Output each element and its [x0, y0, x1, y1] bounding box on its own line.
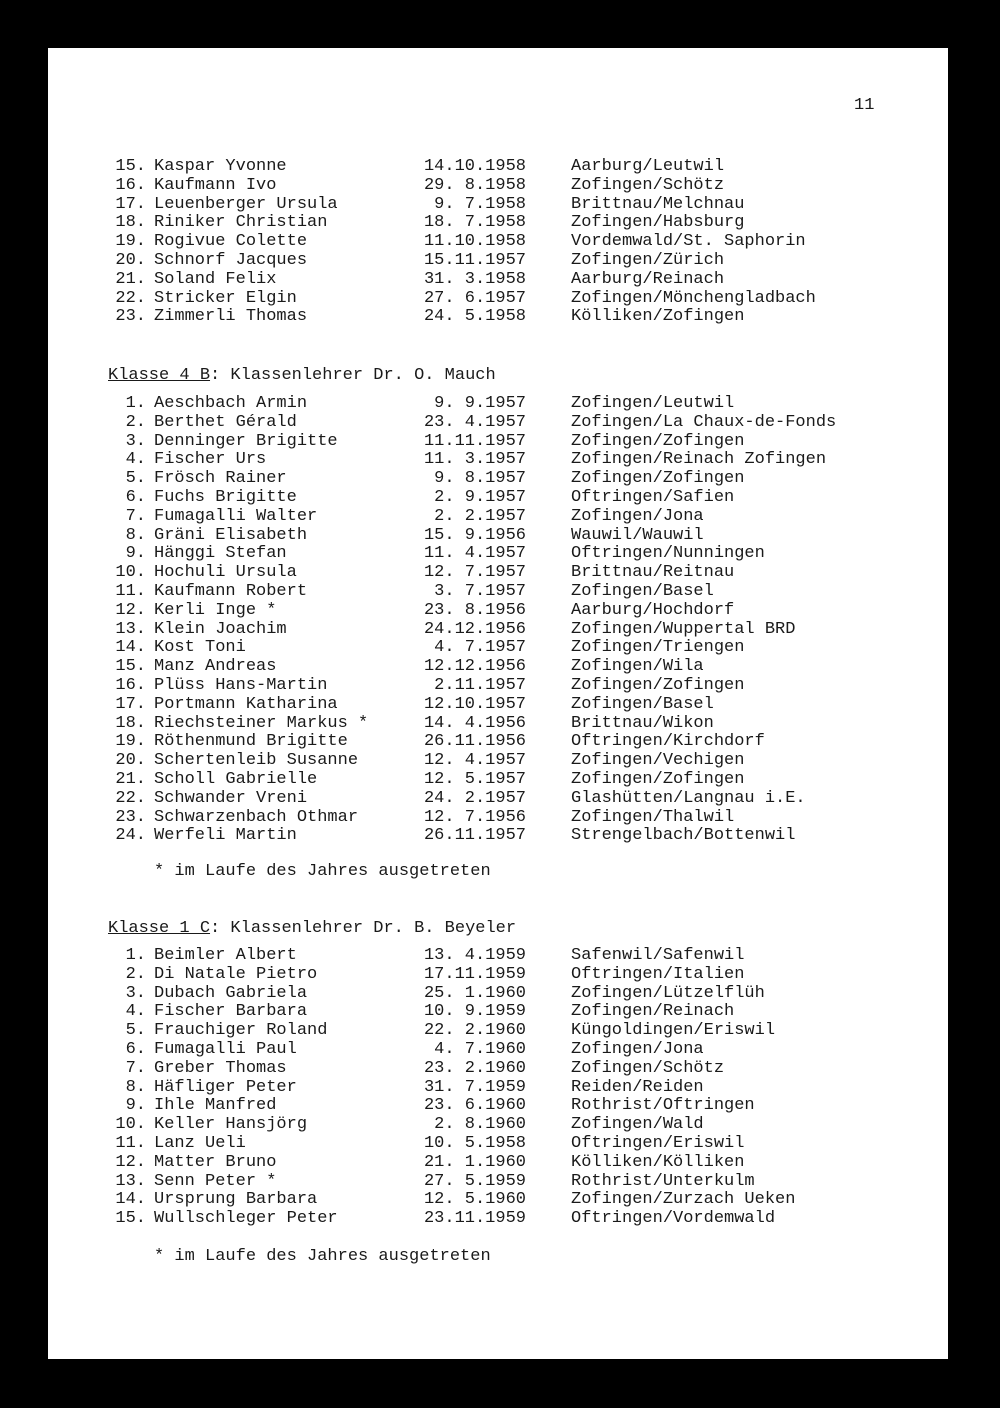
student-number: 18.: [115, 213, 146, 233]
residence-origin: Küngoldingen/Eriswil: [571, 1021, 776, 1041]
residence-origin: Rothrist/Unterkulm: [571, 1171, 755, 1191]
student-number: 12.: [115, 600, 146, 620]
student-number: 6.: [125, 1039, 146, 1059]
student-number: 12.: [115, 1152, 146, 1172]
student-number: 13.: [115, 619, 146, 639]
student-row: [0, 677, 1000, 696]
student-number: 2.: [125, 964, 146, 984]
student-name: Soland Felix: [154, 269, 277, 289]
birth-date: 22. 2.1960: [423, 1021, 526, 1041]
birth-date: 27. 6.1957: [423, 288, 526, 308]
student-number: 15.: [115, 657, 146, 677]
birth-date: 4. 7.1957: [434, 638, 526, 658]
student-name: Kaufmann Ivo: [154, 175, 277, 195]
student-number: 15.: [115, 1209, 146, 1229]
birth-date: 4. 7.1960: [434, 1039, 526, 1059]
birth-date: 25. 1.1960: [423, 983, 526, 1003]
birth-date: 24. 2.1957: [423, 788, 526, 808]
student-row: [0, 1097, 1000, 1116]
student-number: 10.: [115, 563, 146, 583]
student-name: Greber Thomas: [154, 1058, 287, 1078]
student-number: 22.: [115, 288, 146, 308]
student-name: Ihle Manfred: [154, 1096, 277, 1116]
student-row: [0, 508, 1000, 527]
student-name: Portmann Katharina: [154, 694, 338, 714]
residence-origin: Brittnau/Melchnau: [571, 194, 745, 214]
student-number: 3.: [125, 983, 146, 1003]
student-name: Manz Andreas: [154, 657, 277, 677]
residence-origin: Zofingen/Basel: [571, 581, 714, 601]
birth-date: 12. 7.1956: [423, 807, 526, 827]
birth-date: 9. 7.1958: [434, 194, 526, 214]
birth-date: 31. 3.1958: [423, 269, 526, 289]
student-number: 16.: [115, 175, 146, 195]
student-name: Lanz Ueli: [154, 1133, 246, 1153]
student-name: Kost Toni: [154, 638, 246, 658]
residence-origin: Zofingen/Habsburg: [571, 213, 745, 233]
class-1c-label: Klasse 1 C: [108, 919, 211, 938]
residence-origin: Vordemwald/St. Saphorin: [571, 232, 806, 252]
student-number: 11.: [115, 1133, 146, 1153]
student-number: 5.: [125, 469, 146, 489]
birth-date: 12. 5.1957: [423, 769, 526, 789]
birth-date: 12. 4.1957: [423, 751, 526, 771]
student-row: [0, 752, 1000, 771]
student-number: 16.: [115, 675, 146, 695]
residence-origin: Oftringen/Safien: [571, 487, 735, 507]
student-name: Röthenmund Brigitte: [154, 732, 348, 752]
student-name: Dubach Gabriela: [154, 983, 308, 1003]
birth-date: 12.10.1957: [423, 694, 526, 714]
student-row: [0, 489, 1000, 508]
residence-origin: Zofingen/Basel: [571, 694, 714, 714]
student-number: 8.: [125, 1077, 146, 1097]
class-1c-heading: [108, 919, 516, 939]
student-name: Fischer Urs: [154, 450, 267, 470]
residence-origin: Oftringen/Italien: [571, 964, 745, 984]
student-row: [0, 470, 1000, 489]
student-number: 21.: [115, 269, 146, 289]
birth-date: 11.10.1958: [423, 232, 526, 252]
student-row: [0, 214, 1000, 233]
student-number: 15.: [115, 157, 146, 176]
student-name: Berthet Gérald: [154, 412, 297, 432]
student-name: Zimmerli Thomas: [154, 307, 308, 327]
student-number: 4.: [125, 1002, 146, 1022]
student-number: 7.: [125, 506, 146, 526]
student-name: Beimler Albert: [154, 946, 297, 965]
student-name: Kaspar Yvonne: [154, 157, 287, 176]
birth-date: 31. 7.1959: [423, 1077, 526, 1097]
student-number: 19.: [115, 232, 146, 252]
birth-date: 23.11.1959: [423, 1209, 526, 1229]
residence-origin: Kölliken/Kölliken: [571, 1152, 745, 1172]
student-name: Fumagalli Walter: [154, 506, 318, 526]
student-row: [0, 947, 1000, 966]
student-name: Schwarzenbach Othmar: [154, 807, 359, 827]
student-number: 4.: [125, 450, 146, 470]
birth-date: 24. 5.1958: [423, 307, 526, 327]
student-row: [0, 433, 1000, 452]
student-row: [0, 196, 1000, 215]
student-row: [0, 1135, 1000, 1154]
student-number: 17.: [115, 194, 146, 214]
student-number: 9.: [125, 544, 146, 564]
student-number: 6.: [125, 487, 146, 507]
student-row: [0, 1003, 1000, 1022]
residence-origin: Zofingen/Schötz: [571, 1058, 725, 1078]
student-row: [0, 252, 1000, 271]
student-number: 8.: [125, 525, 146, 545]
birth-date: 23. 8.1956: [423, 600, 526, 620]
student-name: Ursprung Barbara: [154, 1190, 318, 1210]
student-row: [0, 1022, 1000, 1041]
student-row: [0, 985, 1000, 1004]
student-row: [0, 602, 1000, 621]
residence-origin: Zofingen/Reinach: [571, 1002, 735, 1022]
residence-origin: Zofingen/Wila: [571, 657, 704, 677]
birth-date: 26.11.1957: [423, 826, 526, 846]
student-name: Schwander Vreni: [154, 788, 308, 808]
class-1c-footnote: * im Laufe des Jahres ausgetreten: [154, 1247, 491, 1266]
student-number: 10.: [115, 1115, 146, 1135]
student-name: Fumagalli Paul: [154, 1039, 297, 1059]
residence-origin: Zofingen/Vechigen: [571, 751, 745, 771]
student-number: 23.: [115, 807, 146, 827]
residence-origin: Oftringen/Kirchdorf: [571, 732, 765, 752]
residence-origin: Zofingen/Zofingen: [571, 675, 745, 695]
student-row: [0, 1116, 1000, 1135]
birth-date: 10. 5.1958: [423, 1133, 526, 1153]
student-row: [0, 1154, 1000, 1173]
student-number: 22.: [115, 788, 146, 808]
birth-date: 15. 9.1956: [423, 525, 526, 545]
class-4b-teacher: : Klassenlehrer Dr. O. Mauch: [210, 366, 496, 385]
student-row: [0, 158, 1000, 177]
residence-origin: Oftringen/Nunningen: [571, 544, 765, 564]
student-row: [0, 1210, 1000, 1229]
birth-date: 9. 8.1957: [434, 469, 526, 489]
student-row: [0, 545, 1000, 564]
class-1c-teacher: : Klassenlehrer Dr. B. Beyeler: [210, 919, 517, 938]
birth-date: 24.12.1956: [423, 619, 526, 639]
student-name: Schnorf Jacques: [154, 250, 308, 270]
birth-date: 12. 5.1960: [423, 1190, 526, 1210]
student-row: [0, 290, 1000, 309]
student-name: Di Natale Pietro: [154, 964, 318, 984]
residence-origin: Zofingen/Reinach Zofingen: [571, 450, 827, 470]
residence-origin: Zofingen/Lützelflüh: [571, 983, 765, 1003]
student-number: 20.: [115, 751, 146, 771]
student-number: 7.: [125, 1058, 146, 1078]
birth-date: 3. 7.1957: [434, 581, 526, 601]
student-name: Denninger Brigitte: [154, 431, 338, 451]
residence-origin: Reiden/Reiden: [571, 1077, 704, 1097]
birth-date: 9. 9.1957: [434, 394, 526, 413]
residence-origin: Wauwil/Wauwil: [571, 525, 704, 545]
student-row: [0, 809, 1000, 828]
student-number: 23.: [115, 307, 146, 327]
birth-date: 14.10.1958: [423, 157, 526, 176]
student-row: [0, 639, 1000, 658]
student-number: 5.: [125, 1021, 146, 1041]
student-row: [0, 1079, 1000, 1098]
birth-date: 2. 2.1957: [434, 506, 526, 526]
residence-origin: Zofingen/Triengen: [571, 638, 745, 658]
student-name: Riechsteiner Markus *: [154, 713, 369, 733]
student-row: [0, 771, 1000, 790]
residence-origin: Zofingen/Wuppertal BRD: [571, 619, 796, 639]
birth-date: 2. 8.1960: [434, 1115, 526, 1135]
class-4b-label: Klasse 4 B: [108, 366, 211, 385]
residence-origin: Aarburg/Hochdorf: [571, 600, 735, 620]
student-row: [0, 564, 1000, 583]
student-name: Werfeli Martin: [154, 826, 297, 846]
student-name: Scholl Gabrielle: [154, 769, 318, 789]
residence-origin: Zofingen/Zofingen: [571, 469, 745, 489]
student-name: Kerli Inge *: [154, 600, 277, 620]
student-row: [0, 414, 1000, 433]
birth-date: 2.11.1957: [434, 675, 526, 695]
birth-date: 15.11.1957: [423, 250, 526, 270]
birth-date: 27. 5.1959: [423, 1171, 526, 1191]
student-row: [0, 1060, 1000, 1079]
student-name: Rogivue Colette: [154, 232, 308, 252]
student-number: 24.: [115, 826, 146, 846]
student-row: [0, 233, 1000, 252]
student-row: [0, 733, 1000, 752]
residence-origin: Brittnau/Wikon: [571, 713, 714, 733]
student-name: Leuenberger Ursula: [154, 194, 338, 214]
birth-date: 29. 8.1958: [423, 175, 526, 195]
student-number: 18.: [115, 713, 146, 733]
birth-date: 17.11.1959: [423, 964, 526, 984]
page-number: 11: [854, 96, 875, 115]
birth-date: 12.12.1956: [423, 657, 526, 677]
birth-date: 18. 7.1958: [423, 213, 526, 233]
student-number: 13.: [115, 1171, 146, 1191]
student-row: [0, 1191, 1000, 1210]
student-name: Frösch Rainer: [154, 469, 287, 489]
residence-origin: Strengelbach/Bottenwil: [571, 826, 796, 846]
residence-origin: Zofingen/Jona: [571, 506, 704, 526]
student-row: [0, 271, 1000, 290]
student-name: Stricker Elgin: [154, 288, 297, 308]
residence-origin: Zofingen/Zürich: [571, 250, 725, 270]
student-name: Riniker Christian: [154, 213, 328, 233]
residence-origin: Zofingen/Leutwil: [571, 394, 735, 413]
birth-date: 10. 9.1959: [423, 1002, 526, 1022]
residence-origin: Glashütten/Langnau i.E.: [571, 788, 806, 808]
student-row: [0, 395, 1000, 414]
student-name: Hochuli Ursula: [154, 563, 297, 583]
birth-date: 23. 2.1960: [423, 1058, 526, 1078]
student-name: Senn Peter *: [154, 1171, 277, 1191]
student-name: Gräni Elisabeth: [154, 525, 308, 545]
class-4b-heading: [108, 366, 496, 386]
student-row: [0, 583, 1000, 602]
student-name: Häfliger Peter: [154, 1077, 297, 1097]
student-row: [0, 177, 1000, 196]
student-number: 2.: [125, 412, 146, 432]
student-name: Aeschbach Armin: [154, 394, 308, 413]
birth-date: 13. 4.1959: [423, 946, 526, 965]
residence-origin: Kölliken/Zofingen: [571, 307, 745, 327]
student-row: [0, 696, 1000, 715]
birth-date: 11. 4.1957: [423, 544, 526, 564]
birth-date: 23. 6.1960: [423, 1096, 526, 1116]
student-row: [0, 715, 1000, 734]
birth-date: 12. 7.1957: [423, 563, 526, 583]
residence-origin: Zofingen/Zofingen: [571, 769, 745, 789]
student-name: Klein Joachim: [154, 619, 287, 639]
student-row: [0, 658, 1000, 677]
residence-origin: Safenwil/Safenwil: [571, 946, 745, 965]
residence-origin: Zofingen/La Chaux-de-Fonds: [571, 412, 837, 432]
residence-origin: Rothrist/Oftringen: [571, 1096, 755, 1116]
residence-origin: Brittnau/Reitnau: [571, 563, 735, 583]
student-row: [0, 966, 1000, 985]
student-name: Kaufmann Robert: [154, 581, 308, 601]
residence-origin: Zofingen/Jona: [571, 1039, 704, 1059]
student-name: Plüss Hans-Martin: [154, 675, 328, 695]
student-name: Frauchiger Roland: [154, 1021, 328, 1041]
student-number: 20.: [115, 250, 146, 270]
student-row: [0, 827, 1000, 846]
student-row: [0, 308, 1000, 327]
student-name: Hänggi Stefan: [154, 544, 287, 564]
student-number: 3.: [125, 431, 146, 451]
student-row: [0, 527, 1000, 546]
student-number: 14.: [115, 1190, 146, 1210]
student-number: 17.: [115, 694, 146, 714]
residence-origin: Aarburg/Reinach: [571, 269, 725, 289]
residence-origin: Oftringen/Vordemwald: [571, 1209, 776, 1229]
student-row: [0, 621, 1000, 640]
residence-origin: Aarburg/Leutwil: [571, 157, 725, 176]
birth-date: 23. 4.1957: [423, 412, 526, 432]
student-row: [0, 451, 1000, 470]
student-number: 14.: [115, 638, 146, 658]
student-name: Fuchs Brigitte: [154, 487, 297, 507]
class-4b-student-list: [0, 395, 1000, 846]
student-name: Wullschleger Peter: [154, 1209, 338, 1229]
student-number: 1.: [125, 394, 146, 413]
birth-date: 11.11.1957: [423, 431, 526, 451]
residence-origin: Zofingen/Mönchengladbach: [571, 288, 816, 308]
birth-date: 21. 1.1960: [423, 1152, 526, 1172]
student-list-continued: [0, 158, 1000, 327]
student-number: 9.: [125, 1096, 146, 1116]
student-name: Matter Bruno: [154, 1152, 277, 1172]
residence-origin: Zofingen/Schötz: [571, 175, 725, 195]
student-number: 19.: [115, 732, 146, 752]
student-number: 21.: [115, 769, 146, 789]
student-row: [0, 1173, 1000, 1192]
class-4b-footnote: * im Laufe des Jahres ausgetreten: [154, 862, 491, 881]
residence-origin: Zofingen/Zurzach Ueken: [571, 1190, 796, 1210]
class-1c-student-list: [0, 947, 1000, 1229]
student-row: [0, 1041, 1000, 1060]
student-name: Schertenleib Susanne: [154, 751, 359, 771]
student-name: Fischer Barbara: [154, 1002, 308, 1022]
residence-origin: Oftringen/Eriswil: [571, 1133, 745, 1153]
residence-origin: Zofingen/Thalwil: [571, 807, 735, 827]
student-name: Keller Hansjörg: [154, 1115, 308, 1135]
student-number: 1.: [125, 946, 146, 965]
birth-date: 11. 3.1957: [423, 450, 526, 470]
residence-origin: Zofingen/Zofingen: [571, 431, 745, 451]
residence-origin: Zofingen/Wald: [571, 1115, 704, 1135]
birth-date: 2. 9.1957: [434, 487, 526, 507]
birth-date: 26.11.1956: [423, 732, 526, 752]
student-row: [0, 790, 1000, 809]
student-number: 11.: [115, 581, 146, 601]
birth-date: 14. 4.1956: [423, 713, 526, 733]
